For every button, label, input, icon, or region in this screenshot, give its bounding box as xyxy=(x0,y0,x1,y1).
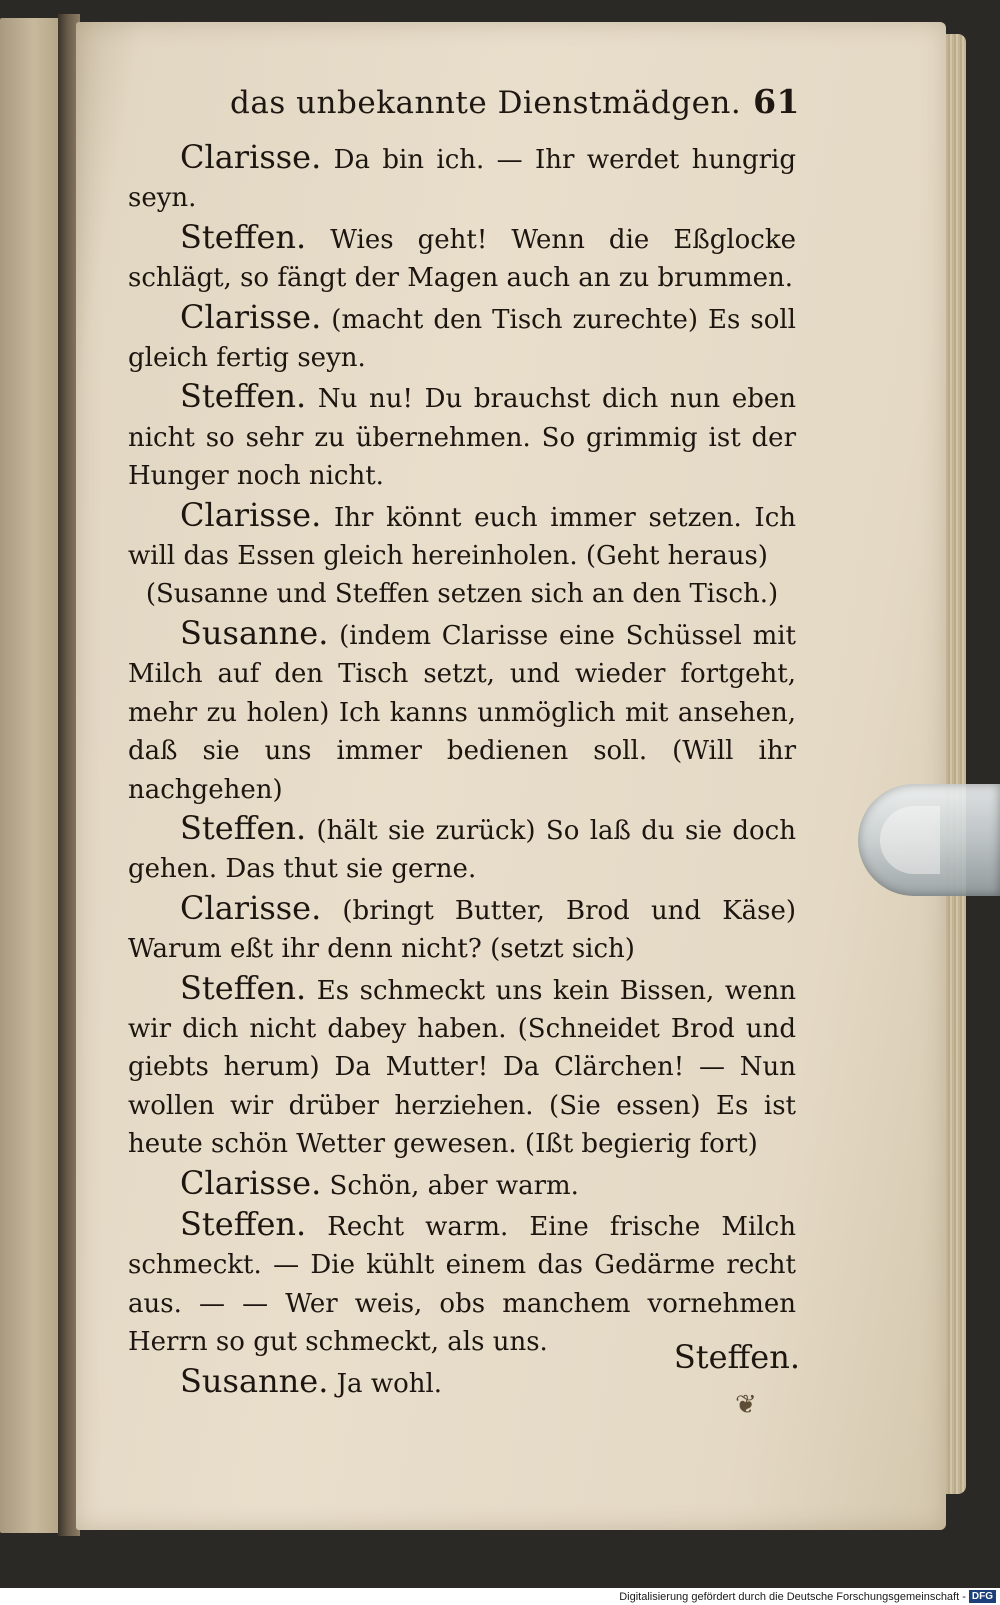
ornament-mark: ❦ xyxy=(735,1390,757,1420)
dialogue-text: (hält sie zurück) So laß du sie doch gehen. Das thut sie gerne. xyxy=(128,815,796,885)
dialogue-text: Ihr könnt euch immer setzen. Ich will das Essen gleich hereinholen. (Geht heraus) xyxy=(128,502,797,572)
dialogue-paragraph xyxy=(128,298,796,378)
speaker-name: Steffen. xyxy=(180,217,307,256)
speaker-name: Clarisse. xyxy=(180,297,322,336)
speaker-name: Steffen. xyxy=(180,968,307,1007)
speaker-name: Susanne. xyxy=(180,1361,329,1400)
page-clip xyxy=(858,784,1000,896)
dialogue-text: (macht den Tisch zurechte) Es soll gleich fertig seyn. xyxy=(128,304,796,374)
dialogue-paragraph xyxy=(128,575,796,613)
dialogue-paragraph xyxy=(128,496,796,576)
dialogue-paragraph xyxy=(128,377,796,495)
dialogue-text: Ja wohl. xyxy=(336,1368,443,1399)
dialogue-paragraph xyxy=(128,138,796,218)
dialogue-paragraph xyxy=(128,969,796,1164)
speaker-name: Clarisse. xyxy=(180,888,322,927)
facing-page-edge xyxy=(0,18,62,1533)
dialogue-text: Nu nu! Du brauchst dich nun eben nicht so sehr zu übernehmen. So grimmig ist der Hunger noch nicht. xyxy=(128,384,797,492)
dialogue-paragraph xyxy=(128,614,796,809)
speaker-name: Clarisse. xyxy=(180,138,322,176)
dialogue-text: Es schmeckt uns kein Bissen, wenn wir dich nicht dabey haben. (Schneidet Brod und giebts herum) Da Mutter! Da Clärchen! — Nun wollen wir drüber herziehen. (Sie essen) Es ist heute schön Wetter gewesen. (Ißt begierig fort) xyxy=(128,975,796,1160)
catchword: Steffen. xyxy=(673,1338,800,1376)
dialogue-text: (indem Clarisse eine Schüssel mit Milch auf den Tisch setzt, und wieder fortgeht, mehr zu holen) Ich kanns unmöglich mit ansehen, daß sie uns immer bedienen soll. (Will ihr nachgehen) xyxy=(128,620,796,805)
dialogue-paragraph xyxy=(128,809,796,889)
dialogue-text: (Susanne und Steffen setzen sich an den Tisch.) xyxy=(145,579,779,610)
dialogue-text: Da bin ich. — Ihr werdet hungrig seyn. xyxy=(128,145,796,214)
speaker-name: Clarisse. xyxy=(180,495,322,534)
dialogue-paragraph xyxy=(128,218,796,298)
running-head-title: das unbekannte Dienstmädgen. xyxy=(230,85,742,121)
speaker-name: Steffen. xyxy=(180,1204,307,1243)
dialogue-paragraph xyxy=(128,889,796,969)
dialogue-text: (bringt Butter, Brod und Käse) Warum eßt ihr denn nicht? (setzt sich) xyxy=(128,895,796,965)
speaker-name: Steffen. xyxy=(180,377,307,416)
dialogue-paragraph xyxy=(128,1164,796,1205)
speaker-name: Steffen. xyxy=(180,808,307,847)
footer-bar xyxy=(0,1588,1000,1605)
footer-credit: Digitalisierung gefördert durch die Deutsche Forschungsgemeinschaft - xyxy=(619,1590,966,1603)
dialogue-text: Recht warm. Eine frische Milch schmeckt. — Die kühlt einem das Gedärme recht aus. — — Wer weis, obs manchem vornehmen Herrn so gut schmeckt, als uns. xyxy=(128,1211,796,1358)
dfg-logo: DFG xyxy=(969,1590,996,1603)
speaker-name: Clarisse. xyxy=(180,1163,322,1202)
dialogue-text: Schön, aber warm. xyxy=(329,1170,579,1201)
running-head xyxy=(230,82,800,121)
play-text xyxy=(128,138,796,1403)
speaker-name: Susanne. xyxy=(180,613,329,652)
dialogue-text: Wies geht! Wenn die Eßglocke schlägt, so fängt der Magen auch an zu brummen. xyxy=(128,224,797,294)
page-number: 61 xyxy=(753,82,800,121)
